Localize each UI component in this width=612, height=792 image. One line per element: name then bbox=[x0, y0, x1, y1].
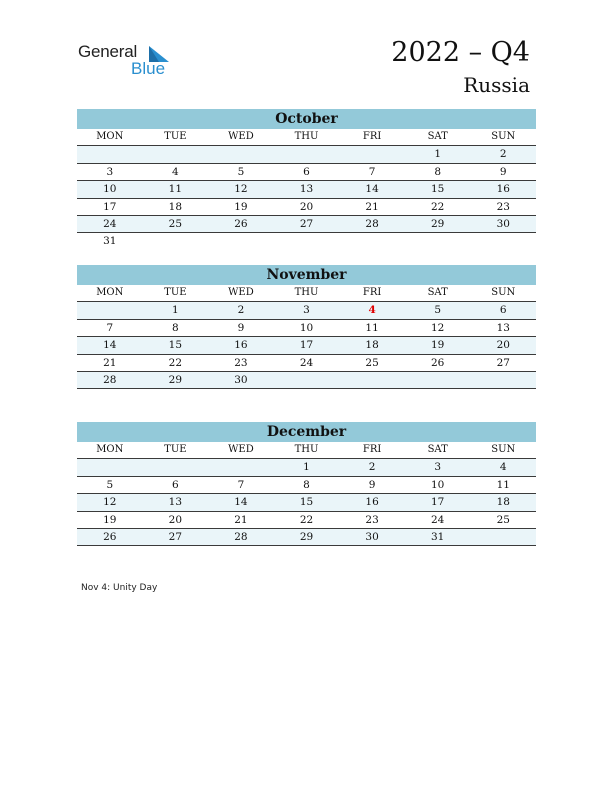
weekday-label: FRI bbox=[362, 131, 382, 142]
day-cell: 15 bbox=[168, 339, 183, 352]
weekday-label: WED bbox=[228, 444, 254, 455]
weekday-label: SUN bbox=[491, 287, 516, 298]
weekday-header-row bbox=[77, 129, 536, 146]
day-cell: 29 bbox=[430, 217, 445, 230]
day-cell: 28 bbox=[103, 373, 117, 386]
weekday-label: SUN bbox=[491, 444, 516, 455]
day-cell: 6 bbox=[303, 165, 310, 178]
day-cell: 21 bbox=[365, 200, 379, 213]
day-cell: 18 bbox=[168, 200, 183, 213]
day-cell: 7 bbox=[237, 478, 245, 491]
weekday-label: FRI bbox=[362, 287, 382, 298]
day-cell: 3 bbox=[106, 165, 114, 178]
weekday-label: TUE bbox=[164, 444, 187, 455]
week-row bbox=[77, 216, 536, 233]
day-cell: 9 bbox=[368, 478, 376, 491]
week-row bbox=[77, 372, 536, 389]
day-cell: 20 bbox=[496, 339, 510, 352]
holiday-day-cell: 4 bbox=[368, 304, 376, 317]
day-cell: 13 bbox=[496, 321, 510, 334]
day-cell bbox=[274, 372, 340, 388]
logo bbox=[78, 42, 178, 82]
weekday-header-row bbox=[77, 442, 536, 459]
day-cell bbox=[143, 459, 209, 475]
day-cell: 9 bbox=[499, 165, 507, 178]
weekday-label: SUN bbox=[491, 131, 516, 142]
day-cell: 8 bbox=[303, 478, 310, 491]
day-cell: 11 bbox=[168, 183, 183, 196]
day-cell: 7 bbox=[106, 321, 114, 334]
week-row bbox=[77, 320, 536, 337]
week-row bbox=[77, 477, 536, 494]
day-cell: 14 bbox=[365, 183, 379, 196]
day-cell: 22 bbox=[168, 356, 183, 369]
day-cell: 26 bbox=[234, 217, 248, 230]
day-cell: 17 bbox=[103, 200, 117, 213]
day-cell: 24 bbox=[430, 513, 445, 526]
day-cell: 26 bbox=[430, 356, 445, 369]
weekday-label: MON bbox=[96, 287, 124, 298]
day-cell: 12 bbox=[234, 183, 248, 196]
weekday-label: WED bbox=[228, 131, 254, 142]
weekday-label: THU bbox=[294, 131, 319, 142]
day-cell: 22 bbox=[299, 513, 314, 526]
day-cell: 16 bbox=[234, 339, 248, 352]
day-cell bbox=[339, 372, 405, 388]
day-cell: 16 bbox=[496, 183, 510, 196]
weekday-label: FRI bbox=[362, 444, 382, 455]
day-cell: 18 bbox=[496, 496, 510, 509]
day-cell: 20 bbox=[168, 513, 183, 526]
month-title: November bbox=[77, 265, 536, 285]
week-row bbox=[77, 459, 536, 476]
day-cell bbox=[208, 146, 274, 162]
weekday-label: SAT bbox=[427, 131, 448, 142]
weekday-label: TUE bbox=[164, 131, 187, 142]
day-cell: 21 bbox=[234, 513, 248, 526]
day-cell: 2 bbox=[499, 148, 507, 161]
logo-text-general: General bbox=[78, 42, 138, 61]
weekday-label: THU bbox=[294, 444, 319, 455]
weekday-label: MON bbox=[96, 444, 124, 455]
day-cell: 25 bbox=[365, 356, 379, 369]
week-row bbox=[77, 355, 536, 372]
day-cell: 25 bbox=[168, 217, 183, 230]
week-row bbox=[77, 337, 536, 354]
weekday-header-row bbox=[77, 285, 536, 302]
day-cell bbox=[77, 302, 143, 318]
day-cell: 28 bbox=[234, 530, 248, 543]
day-cell: 29 bbox=[168, 373, 183, 386]
day-cell bbox=[77, 146, 143, 162]
day-cell bbox=[208, 233, 274, 250]
day-cell: 16 bbox=[365, 496, 379, 509]
holiday-notes bbox=[81, 583, 157, 593]
day-cell: 26 bbox=[103, 530, 117, 543]
day-cell: 9 bbox=[237, 321, 245, 334]
day-cell: 27 bbox=[299, 217, 314, 230]
day-cell: 31 bbox=[103, 235, 117, 248]
day-cell: 6 bbox=[499, 304, 507, 317]
day-cell bbox=[470, 233, 536, 250]
day-cell: 24 bbox=[299, 356, 314, 369]
weekday-label: THU bbox=[294, 287, 319, 298]
week-row bbox=[77, 199, 536, 216]
weekday-label: SAT bbox=[427, 287, 448, 298]
day-cell: 5 bbox=[434, 304, 442, 317]
day-cell: 15 bbox=[430, 183, 445, 196]
day-cell: 10 bbox=[299, 321, 314, 334]
day-cell: 8 bbox=[172, 321, 179, 334]
day-cell: 23 bbox=[496, 200, 510, 213]
week-row bbox=[77, 302, 536, 319]
day-cell: 28 bbox=[365, 217, 379, 230]
day-cell: 22 bbox=[430, 200, 445, 213]
month-title: October bbox=[77, 109, 536, 129]
day-cell: 15 bbox=[299, 496, 314, 509]
day-cell: 4 bbox=[499, 461, 507, 474]
day-cell bbox=[208, 459, 274, 475]
day-cell: 19 bbox=[430, 339, 445, 352]
weekday-label: TUE bbox=[164, 287, 187, 298]
day-cell: 11 bbox=[496, 478, 510, 491]
day-cell: 29 bbox=[299, 530, 314, 543]
holiday-note: Nov 4: Unity Day bbox=[81, 583, 158, 593]
day-cell bbox=[77, 459, 143, 475]
day-cell: 13 bbox=[168, 496, 183, 509]
month-october bbox=[77, 109, 536, 251]
day-cell: 6 bbox=[172, 478, 179, 491]
week-row bbox=[77, 181, 536, 198]
day-cell: 27 bbox=[496, 356, 510, 369]
day-cell: 25 bbox=[496, 513, 510, 526]
day-cell bbox=[339, 233, 405, 250]
day-cell bbox=[143, 146, 209, 162]
weekday-label: SAT bbox=[427, 444, 448, 455]
day-cell: 2 bbox=[368, 461, 376, 474]
day-cell: 12 bbox=[430, 321, 445, 334]
day-cell: 24 bbox=[103, 217, 117, 230]
day-cell: 31 bbox=[430, 530, 445, 543]
day-cell: 23 bbox=[365, 513, 379, 526]
day-cell: 4 bbox=[172, 165, 179, 178]
day-cell bbox=[274, 233, 340, 250]
day-cell: 30 bbox=[365, 530, 379, 543]
day-cell: 1 bbox=[172, 304, 179, 317]
day-cell: 19 bbox=[103, 513, 117, 526]
page-title: 2022 – Q4 bbox=[391, 37, 530, 68]
logo-text-blue: Blue bbox=[131, 59, 166, 78]
week-row bbox=[77, 494, 536, 511]
day-cell: 30 bbox=[234, 373, 248, 386]
day-cell bbox=[470, 372, 536, 388]
week-row bbox=[77, 529, 536, 546]
month-november bbox=[77, 265, 536, 389]
day-cell: 18 bbox=[365, 339, 379, 352]
day-cell: 10 bbox=[103, 183, 117, 196]
day-cell: 30 bbox=[496, 217, 510, 230]
day-cell: 21 bbox=[103, 356, 117, 369]
day-cell bbox=[143, 233, 209, 250]
country-name: Russia bbox=[463, 73, 530, 97]
day-cell bbox=[470, 529, 536, 545]
day-cell: 11 bbox=[365, 321, 379, 334]
week-row bbox=[77, 146, 536, 163]
day-cell: 10 bbox=[430, 478, 445, 491]
day-cell: 7 bbox=[368, 165, 376, 178]
day-cell: 3 bbox=[303, 304, 310, 317]
day-cell: 5 bbox=[106, 478, 114, 491]
weekday-label: WED bbox=[228, 287, 254, 298]
day-cell: 12 bbox=[103, 496, 117, 509]
day-cell: 17 bbox=[299, 339, 314, 352]
day-cell: 1 bbox=[303, 461, 310, 474]
day-cell: 14 bbox=[103, 339, 117, 352]
day-cell bbox=[274, 146, 340, 162]
day-cell: 23 bbox=[234, 356, 248, 369]
day-cell: 17 bbox=[430, 496, 445, 509]
day-cell bbox=[405, 233, 471, 250]
day-cell: 20 bbox=[299, 200, 314, 213]
month-december bbox=[77, 422, 536, 546]
week-row bbox=[77, 164, 536, 181]
day-cell: 27 bbox=[168, 530, 183, 543]
day-cell: 14 bbox=[234, 496, 248, 509]
day-cell bbox=[405, 372, 471, 388]
weekday-label: MON bbox=[96, 131, 124, 142]
day-cell: 13 bbox=[299, 183, 314, 196]
day-cell: 1 bbox=[434, 148, 442, 161]
month-title: December bbox=[77, 422, 536, 442]
day-cell: 19 bbox=[234, 200, 248, 213]
day-cell: 2 bbox=[237, 304, 245, 317]
day-cell: 8 bbox=[434, 165, 442, 178]
day-cell: 5 bbox=[237, 165, 245, 178]
week-row bbox=[77, 233, 536, 250]
day-cell: 3 bbox=[434, 461, 442, 474]
day-cell bbox=[339, 146, 405, 162]
week-row bbox=[77, 512, 536, 529]
